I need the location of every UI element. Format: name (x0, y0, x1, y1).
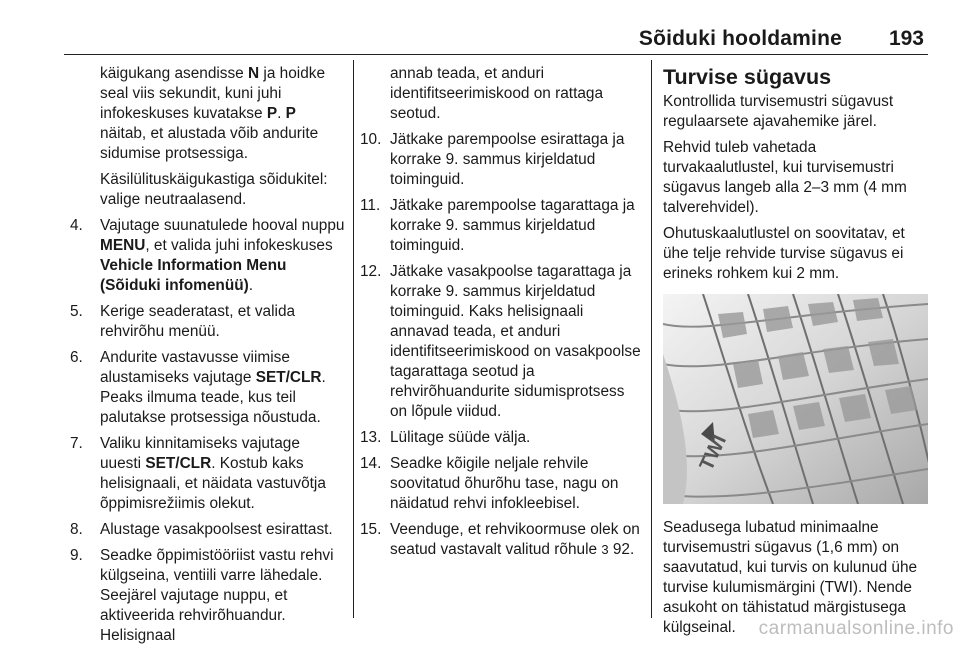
list-item (70, 302, 345, 342)
watermark: carmanualsonline.info (758, 618, 954, 639)
page-reference-link[interactable]: 92. (608, 541, 635, 558)
list-item-number: 10. (360, 131, 382, 148)
list-item-number: 8. (70, 521, 83, 538)
list-item-number: 14. (360, 455, 382, 472)
page-reference-icon: 3 (601, 542, 609, 557)
continued-paragraph: annab teada, et anduri identifitseerimiskood on rattaga seotud. (390, 65, 604, 122)
list-item-text: Alustage vasakpoolsest esirattast. (100, 521, 333, 538)
list-item-number: 6. (70, 349, 83, 366)
list-item-number: 15. (360, 521, 382, 538)
list-item-text: Andurite vastavusse viimise alustamiseks vajutage SET/CLR. Peaks ilmuma teade, kus teil palutakse protsessiga nõustuda. (100, 349, 326, 426)
list-item-text: Kerige seaderatast, et valida rehvirõhu menüü. (100, 303, 296, 340)
list-item-number: 7. (70, 435, 83, 452)
list-item-text: Veenduge, et rehvikoormuse olek on seatud vastavalt valitud rõhule 3 92. (390, 521, 640, 558)
list-item-number: 11. (360, 197, 381, 214)
list-item (360, 130, 645, 190)
column-divider (353, 60, 354, 618)
list-item (70, 348, 345, 428)
list-item (70, 520, 345, 540)
section-title: Turvise sügavus (663, 65, 832, 89)
paragraph: Kontrollida turvisemustri sügavust regulaarsete ajavahemike järel. (663, 93, 894, 130)
list-item-text: Seadke kõigile neljale rehvile soovitatud õhurõhu tase, nagu on näidatud rehvi infokleebisel. (390, 455, 619, 512)
manual-transmission-note: Käsilülituskäigukastiga sõidukitel: valige neutraalasend. (100, 171, 328, 208)
list-item-text: Lülitage süüde välja. (390, 429, 531, 446)
list-item-number: 9. (70, 547, 83, 564)
page-number: 193 (888, 27, 924, 50)
paragraph: Seadusega lubatud minimaalne turvisemustri sügavus (1,6 mm) on saavutatud, kui turvis on kulunud ühe turvise kulumismärgini (TWI). Nende asukoht on tähistatud märgistusega külgseinal. (663, 519, 918, 636)
column-divider (651, 60, 652, 618)
list-item-text: Jätkake parempoolse tagarattaga ja korrake 9. sammus kirjeldatud toiminguid. (390, 197, 635, 254)
column-middle (360, 64, 645, 566)
page-title: Sõiduki hooldamine (638, 27, 842, 50)
continued-paragraph: käigukang asendisse N ja hoidke seal viis sekundit, kuni juhi infokeskuses kuvatakse P. P näitab, et alustada võib andurite sidumise protsessiga. (100, 65, 326, 162)
list-item-number: 4. (70, 217, 83, 234)
list-item-number: 13. (360, 429, 382, 446)
tire-tread-illustration (663, 294, 928, 504)
list-item-text: Jätkake vasakpoolse tagarattaga ja korrake 9. sammus kirjeldatud toiminguid. Kaks helisignaali annavad teada, et anduri identifitseerimiskood on vasakpoolse tagarattaga seotud ja rehvirõhuandurite sidumisprotsess on lõpule viidud. (390, 263, 641, 420)
list-item (360, 196, 645, 256)
list-item (70, 216, 345, 296)
twi-label: TWI (695, 431, 732, 475)
page-header (64, 24, 928, 55)
list-item (360, 454, 645, 514)
list-item-text: Vajutage suunatulede hooval nuppu MENU, et valida juhi infokeskuses Vehicle Information Menu (Sõiduki infomenüü). (100, 217, 345, 294)
column-right (663, 64, 930, 644)
list-item-number: 5. (70, 303, 83, 320)
list-item-text: Seadke õppimistööriist vastu rehvi külgseina, ventiili varre lähedale. Seejärel vajutage nuppu, et aktiveerida rehvirõhuandur. Helisignaal (100, 547, 334, 644)
list-item-text: Valiku kinnitamiseks vajutage uuesti SET/CLR. Kostub kaks helisignaali, et näidata vastuvõtja õppimisrežiimis olekut. (100, 435, 326, 512)
list-item (360, 262, 645, 422)
list-item (360, 520, 645, 560)
list-item (360, 428, 645, 448)
paragraph: Ohutuskaalutlustel on soovitatav, et ühe telje rehvide turvise sügavus ei erineks rohkem kui 2 mm. (663, 225, 905, 282)
paragraph: Rehvid tuleb vahetada turvakaalutlustel, kui turvisemustri sügavus langeb alla 2–3 mm (4 mm talverehvidel). (663, 139, 907, 216)
list-item-text: Jätkake parempoolse esirattaga ja korrake 9. sammus kirjeldatud toiminguid. (390, 131, 625, 188)
list-item-number: 12. (360, 263, 382, 280)
column-left (70, 64, 345, 652)
list-item (70, 434, 345, 514)
